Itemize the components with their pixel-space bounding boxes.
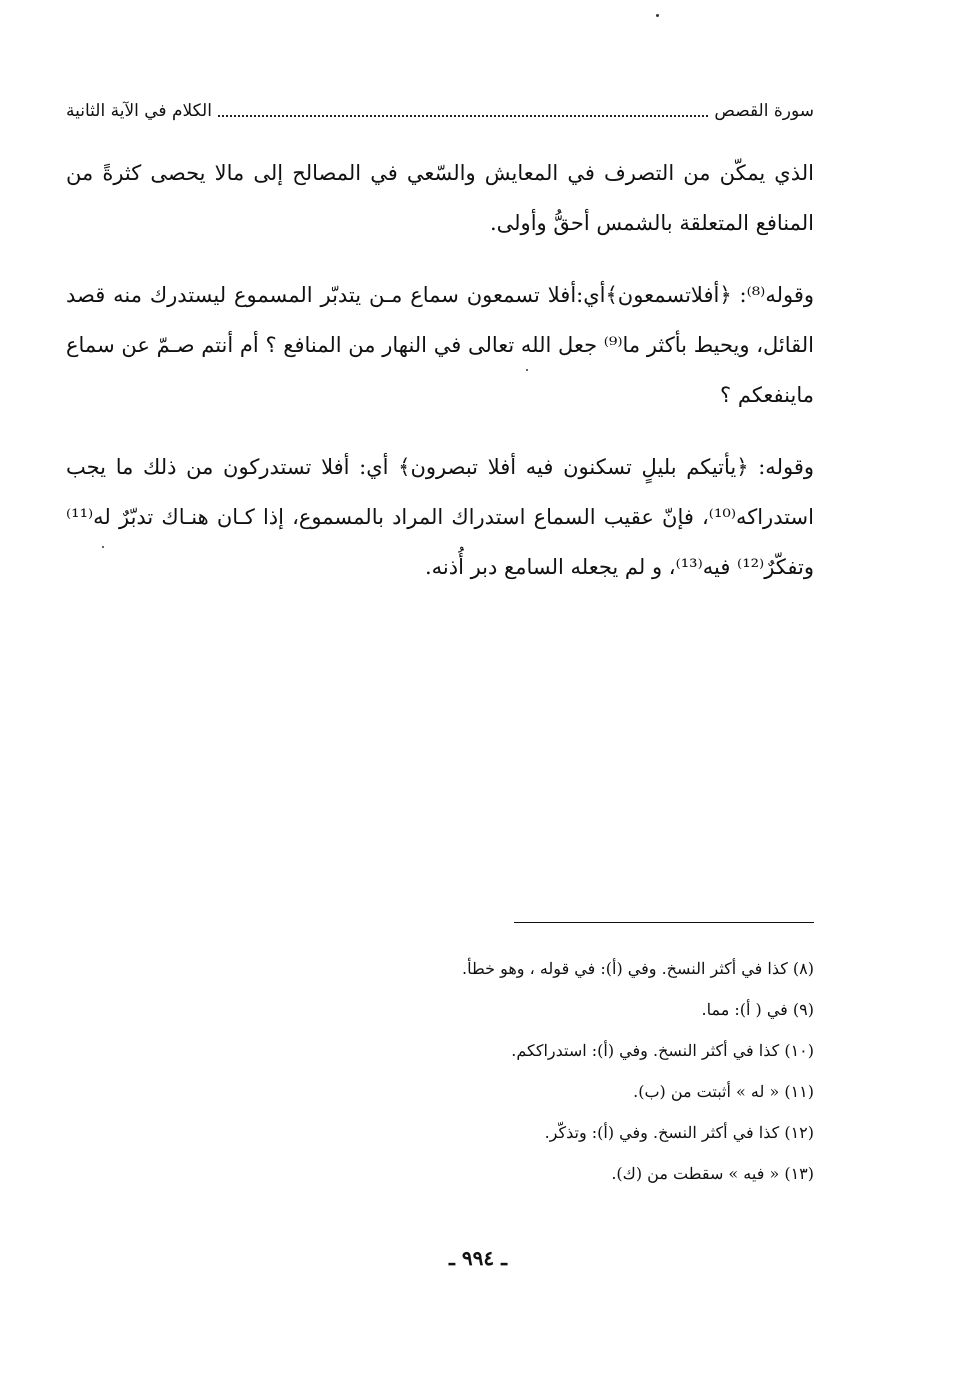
footnote-separator bbox=[514, 922, 814, 923]
main-text bbox=[66, 148, 814, 614]
paragraph: الذي يمكّن من التصرف في المعايش والسّعي في المصالح إلى مالا يحصى كثرةً من المنافع المتعلقة بالشمس أحقُّ وأولى. bbox=[66, 161, 814, 235]
footnote-item: (١٠) كذا في أكثر النسخ. وفي (أ): استدراككم. bbox=[511, 1041, 814, 1060]
scan-speck bbox=[656, 14, 659, 17]
header-surah: سورة القصص bbox=[714, 101, 814, 121]
footnote-item: (١٣) « فيه » سقطت من (ك). bbox=[611, 1164, 814, 1183]
header-dot-leader bbox=[218, 115, 708, 117]
page-number: ـ ٩٩٤ ـ bbox=[449, 1246, 507, 1270]
header-section-title: الكلام في الآية الثانية bbox=[66, 101, 212, 121]
footnote-item: (١٢) كذا في أكثر النسخ. وفي (أ): وتذكّر. bbox=[544, 1123, 814, 1142]
footnote-item: (٩) في ( أ): مما. bbox=[701, 1000, 814, 1019]
footnote-item: (١١) « له » أثبتت من (ب). bbox=[633, 1082, 814, 1101]
footnotes bbox=[66, 948, 814, 1194]
running-header bbox=[66, 96, 814, 126]
paragraph: وقوله: ﴿يأتيكم بليلٍ تسكنون فيه أفلا تبصرون﴾ أي: أفلا تستدركون من ذلك ما يجب استدراكه⁽¹⁰⁾، فإنّ عقيب السماع استدراك المراد بالمسموع، إذا كـان هنـاك تدبّرٌ له⁽¹¹⁾ وتفكّرٌ⁽¹²⁾ فيه⁽¹³⁾، و لم يجعله السامع دبر أُذنه. bbox=[66, 455, 814, 579]
footnote-item: (٨) كذا في أكثر النسخ. وفي (أ): في قوله ، وهو خطأ. bbox=[462, 959, 814, 978]
paragraph: وقوله⁽⁸⁾: ﴿أفلاتسمعون﴾أي:أفلا تسمعون سماع مـن يتدبّر المسموع ليستدرك منه قصد القائل، ويحيط بأكثر ما⁽⁹⁾ جعل الله تعالى في النهار من المنافع ؟ أم أنتم صـمّ عن سماع ماينفعكم ؟ bbox=[66, 283, 814, 407]
